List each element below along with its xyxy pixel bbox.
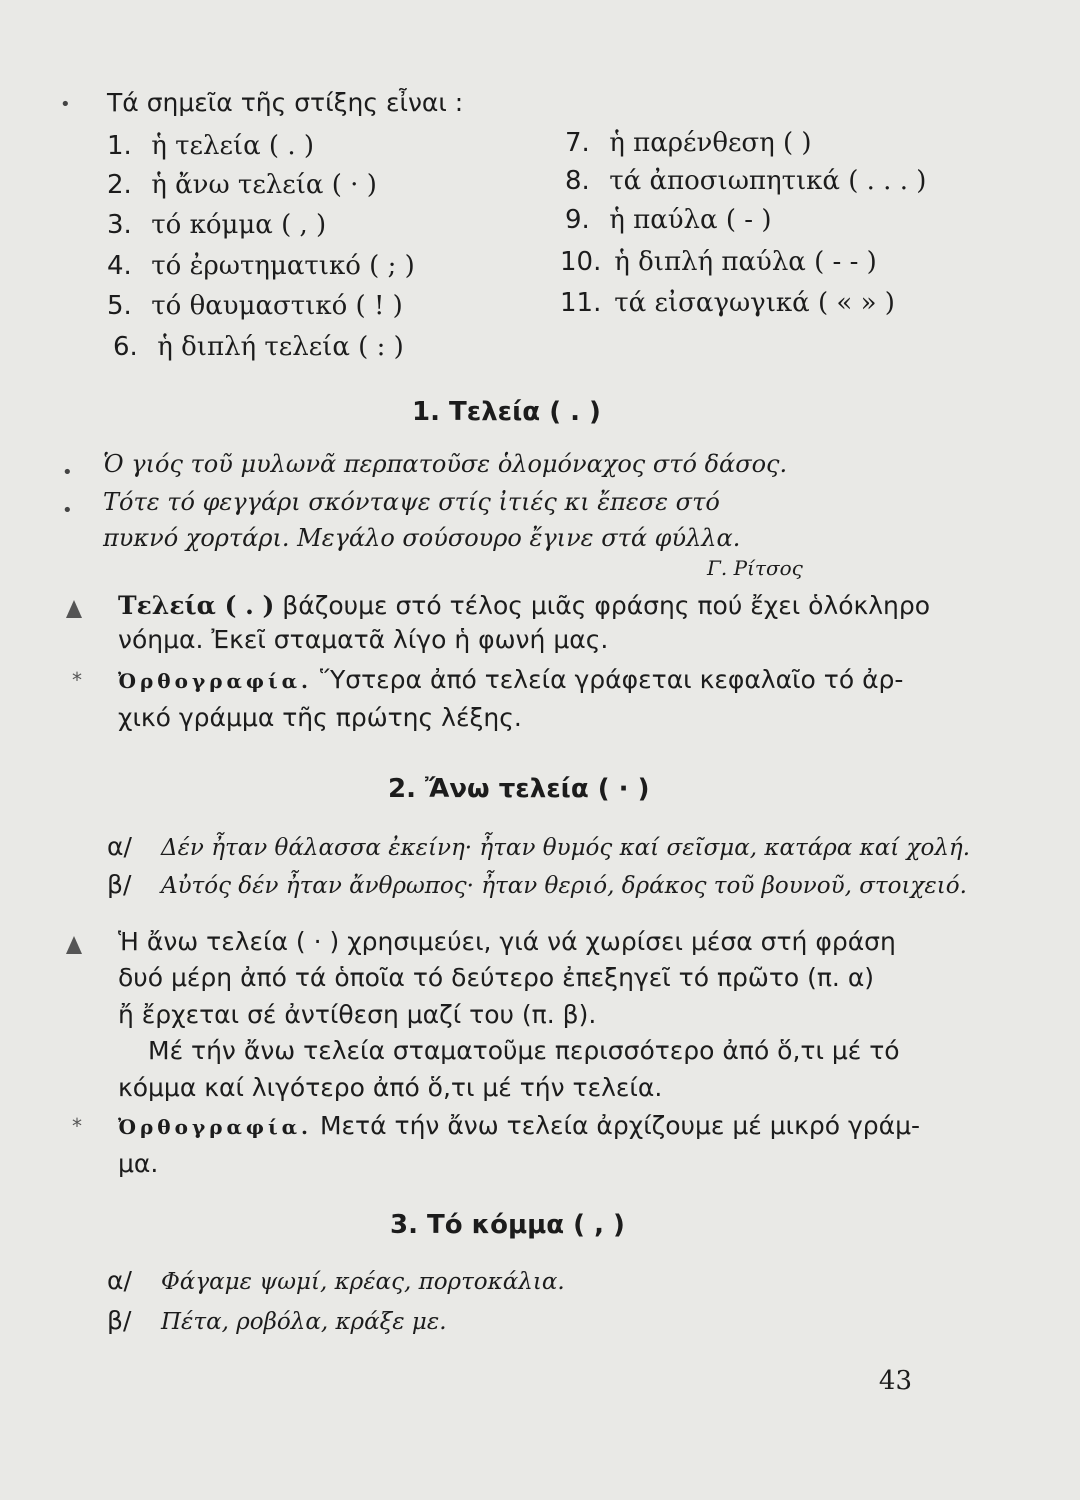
list-number: 7.	[565, 128, 590, 158]
ortho-label: Ὀρθογραφία.	[118, 1115, 313, 1139]
list-number: 1.	[107, 131, 132, 161]
list-text: τό κόμμα ( , )	[151, 210, 327, 240]
rule-text	[118, 588, 930, 624]
example-label: β/	[107, 870, 132, 899]
list-item	[113, 332, 404, 362]
example-label: β/	[107, 1306, 132, 1335]
quote-line: Ὁ γιός τοῦ μυλωνᾶ περπατοῦσε ὁλομόναχος στό δάσος.	[103, 450, 788, 478]
bullet-dot: •	[60, 94, 71, 115]
list-text: ἡ διπλή τελεία ( : )	[157, 332, 404, 362]
section-heading: 3. Τό κόμμα ( , )	[390, 1210, 625, 1240]
list-number: 2.	[107, 170, 132, 200]
list-item	[560, 288, 895, 318]
ortho-text	[118, 662, 903, 699]
example-text: Φάγαμε ψωμί, κρέας, πορτοκάλια.	[160, 1269, 565, 1295]
ortho-text	[118, 1108, 920, 1145]
bullet-dot: •	[62, 500, 73, 521]
triangle-icon	[66, 936, 82, 954]
example-row	[107, 1266, 565, 1295]
list-number: 6.	[113, 332, 138, 362]
example-row	[107, 832, 970, 861]
list-item	[107, 131, 314, 161]
list-text: τά εἰσαγωγικά ( « » )	[614, 288, 895, 318]
list-text: τό ἐρωτηματικό ( ; )	[151, 251, 415, 281]
list-text: ἡ ἄνω τελεία ( · )	[151, 170, 377, 200]
list-item	[107, 291, 403, 321]
list-text: ἡ τελεία ( . )	[151, 131, 315, 161]
list-number: 5.	[107, 291, 132, 321]
bullet-dot: •	[62, 462, 73, 483]
example-row	[107, 1306, 447, 1335]
list-item	[560, 247, 877, 277]
rule-line: Ἡ ἄνω τελεία ( · ) χρησιμεύει, γιά νά χωρίσει μέσα στή φράση	[118, 927, 896, 956]
rule-line: Μέ τήν ἄνω τελεία σταματοῦμε περισσότερο ἀπό ὅ,τι μέ τό	[148, 1036, 900, 1065]
quote-author: Γ. Ρίτσος	[707, 556, 803, 580]
list-number: 3.	[107, 210, 132, 240]
list-item	[107, 170, 377, 200]
quote-line: πυκνό χορτάρι. Μεγάλο σούσουρο ἔγινε στά φύλλα.	[103, 524, 741, 552]
list-text: τά ἀποσιωπητικά ( . . . )	[609, 166, 927, 196]
ortho-line: Μετά τήν ἄνω τελεία ἀρχίζουμε μέ μικρό γράμ-	[312, 1111, 921, 1140]
list-number: 4.	[107, 251, 132, 281]
list-text: ἡ διπλή παύλα ( - - )	[614, 247, 877, 277]
list-number: 8.	[565, 166, 590, 196]
rule-line: βάζουμε στό τέλος μιᾶς φράσης πού ἔχει ὁλόκληρο	[274, 591, 931, 620]
rule-line: ἤ ἔρχεται σέ ἀντίθεση μαζί του (π. β).	[118, 1000, 597, 1029]
ortho-line: μα.	[118, 1149, 159, 1178]
example-text: Δέν ἦταν θάλασσα ἐκείνη· ἦταν θυμός καί σεῖσμα, κατάρα καί χολή.	[160, 835, 971, 861]
star-marker: *	[72, 1114, 82, 1138]
page-number: 43	[878, 1366, 912, 1396]
intro-text: Τά σημεῖα τῆς στίξης εἶναι :	[107, 88, 464, 117]
list-text: τό θαυμαστικό ( ! )	[151, 291, 403, 321]
list-number: 10.	[560, 247, 602, 277]
list-item	[107, 251, 415, 281]
rule-line: δυό μέρη ἀπό τά ὁποῖα τό δεύτερο ἐπεξηγεῖ τό πρῶτο (π. α)	[118, 963, 875, 992]
list-text: ἡ παύλα ( - )	[609, 205, 772, 235]
rule-line: νόημα. Ἐκεῖ σταματᾶ λίγο ἡ φωνή μας.	[118, 625, 609, 654]
list-item	[565, 205, 771, 235]
example-text: Πέτα, ροβόλα, κράξε με.	[160, 1309, 447, 1335]
list-number: 9.	[565, 205, 590, 235]
rule-line: κόμμα καί λιγότερο ἀπό ὅ,τι μέ τήν τελεία.	[118, 1073, 663, 1102]
section-heading: 2. Ἄνω τελεία ( · )	[388, 774, 650, 804]
example-label: α/	[107, 1266, 132, 1295]
list-number: 11.	[560, 288, 602, 318]
example-label: α/	[107, 832, 132, 861]
list-item	[565, 166, 926, 196]
example-text: Αὐτός δέν ἦταν ἄνθρωπος· ἦταν θεριό, δράκος τοῦ βουνοῦ, στοιχειό.	[160, 873, 967, 899]
ortho-line: Ὕστερα ἀπό τελεία γράφεται κεφαλαῖο τό ἀρ-	[312, 665, 904, 694]
rule-term: Τελεία ( . )	[118, 591, 275, 620]
example-row	[107, 870, 967, 899]
list-item	[107, 210, 326, 240]
list-text: ἡ παρένθεση ( )	[609, 128, 812, 158]
section-heading: 1. Τελεία ( . )	[412, 397, 601, 427]
list-item	[565, 128, 812, 158]
triangle-icon	[66, 600, 82, 618]
star-marker: *	[72, 668, 82, 692]
ortho-label: Ὀρθογραφία.	[118, 669, 313, 693]
ortho-line: χικό γράμμα τῆς πρώτης λέξης.	[118, 703, 522, 732]
quote-line: Τότε τό φεγγάρι σκόνταψε στίς ἰτιές κι ἔπεσε στό	[103, 488, 720, 516]
